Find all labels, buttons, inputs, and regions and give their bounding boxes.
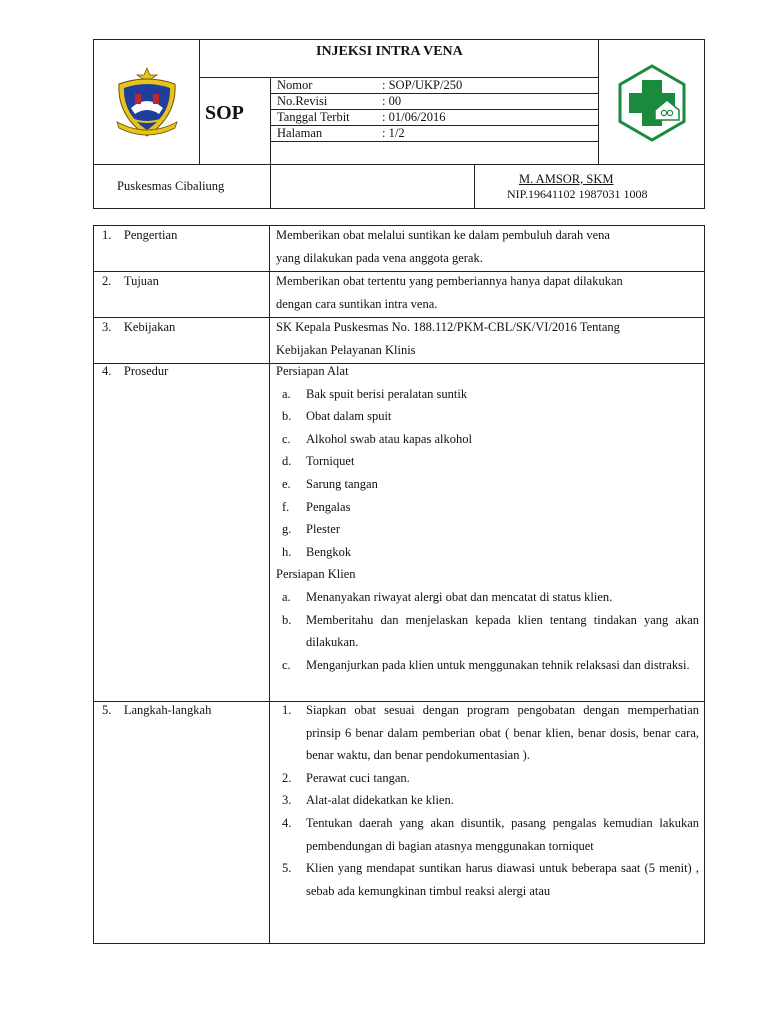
- list-marker: b.: [282, 612, 292, 627]
- list-item: [276, 767, 699, 790]
- document-title: INJEKSI INTRA VENA: [316, 44, 463, 59]
- list-marker: b.: [282, 409, 292, 424]
- facility-name: Puskesmas Cibaliung: [117, 179, 225, 193]
- section-langkah-content: [276, 699, 699, 902]
- list-item: [276, 586, 699, 609]
- list-text: Bak spuit berisi peralatan suntik: [306, 386, 468, 401]
- meta-label-halaman: Halaman: [277, 126, 323, 140]
- meta-value-nomor: : SOP/UKP/250: [382, 78, 463, 92]
- list-marker: e.: [282, 476, 291, 491]
- list-marker: a.: [282, 386, 291, 401]
- list-text: Pengalas: [306, 499, 351, 514]
- regional-emblem-icon: [111, 64, 183, 140]
- section-number: 3.: [102, 320, 112, 334]
- list-item: [276, 812, 699, 857]
- section-number: 5.: [102, 703, 112, 717]
- section-label: Langkah-langkah: [123, 703, 212, 717]
- signer-name: M. AMSOR, SKM: [519, 172, 614, 186]
- meta-label-nomor: Nomor: [277, 78, 313, 92]
- list-text: Menganjurkan pada klien untuk menggunakan tehnik relaksasi dan distraksi.: [306, 657, 690, 672]
- content-line: Kebijakan Pelayanan Klinis: [276, 342, 416, 357]
- sop-header: [93, 39, 705, 209]
- list-text: Bengkok: [306, 544, 352, 559]
- section-label: Pengertian: [123, 228, 178, 242]
- sop-content-table: [93, 225, 705, 944]
- list-text: Klien yang mendapat suntikan harus diawasi untuk beberapa saat (5 menit) , sebab ada kemungkinan timbul reaksi alergi atau: [306, 861, 699, 898]
- list-item: [276, 450, 699, 473]
- section-label: Kebijakan: [123, 320, 176, 334]
- list-item: [276, 789, 699, 812]
- section-number: 4.: [102, 364, 112, 378]
- section-prosedur-content: [276, 360, 699, 676]
- section-tujuan-label: [102, 270, 159, 293]
- list-item: [276, 518, 699, 541]
- list-item: [276, 609, 699, 654]
- section-label: Tujuan: [123, 274, 159, 288]
- list-item: [276, 699, 699, 767]
- section-pengertian-content: [276, 224, 699, 269]
- list-item: [276, 654, 699, 677]
- list-marker: 4.: [282, 815, 292, 830]
- puskesmas-cross-logo-icon: [613, 64, 691, 142]
- list-marker: a.: [282, 589, 291, 604]
- list-item: [276, 405, 699, 428]
- section-kebijakan-label: [102, 316, 175, 339]
- content-line: SK Kepala Puskesmas No. 188.112/PKM-CBL/SK/VI/2016 Tentang: [276, 320, 620, 334]
- list-text: Alat-alat didekatkan ke klien.: [306, 793, 454, 808]
- list-marker: 1.: [282, 703, 292, 717]
- section-number: 1.: [102, 228, 112, 242]
- list-marker: 2.: [282, 770, 292, 785]
- subheading-persiapan-alat: Persiapan Alat: [276, 364, 349, 378]
- list-item: [276, 857, 699, 902]
- section-kebijakan-content: [276, 316, 699, 361]
- list-item: [276, 473, 699, 496]
- section-prosedur-label: [102, 360, 168, 383]
- meta-label-tanggal: Tanggal Terbit: [277, 110, 350, 124]
- list-marker: h.: [282, 544, 292, 559]
- list-text: Memberitahu dan menjelaskan kepada klien tentang tindakan yang akan dilakukan.: [306, 612, 699, 650]
- section-label: Prosedur: [123, 364, 169, 378]
- subheading-persiapan-klien: Persiapan Klien: [276, 567, 356, 582]
- list-text: Torniquet: [306, 454, 355, 469]
- content-line: dengan cara suntikan intra vena.: [276, 296, 438, 311]
- list-text: Siapkan obat sesuai dengan program pengobatan dengan memperhatian prinsip 6 benar dalam pemberian obat ( benar klien, benar dosis, benar cara, benar waktu, dan benar pendokumentasian ).: [306, 703, 699, 763]
- list-text: Sarung tangan: [306, 476, 378, 491]
- list-text: Obat dalam spuit: [306, 409, 392, 424]
- list-text: Tentukan daerah yang akan disuntik, pasang pengalas kemudian lakukan pembendungan di bagian atasnya menggunakan torniquet: [306, 815, 699, 853]
- meta-label-revisi: No.Revisi: [277, 94, 328, 108]
- list-text: Menanyakan riwayat alergi obat dan mencatat di status klien.: [306, 589, 613, 604]
- content-line: Memberikan obat tertentu yang pemberiannya hanya dapat dilakukan: [276, 274, 623, 288]
- list-marker: c.: [282, 657, 291, 672]
- content-line: Memberikan obat melalui suntikan ke dalam pembuluh darah vena: [276, 228, 610, 242]
- section-tujuan-content: [276, 270, 699, 315]
- list-item: [276, 496, 699, 519]
- list-text: Plester: [306, 522, 341, 537]
- list-item: [276, 428, 699, 451]
- meta-value-revisi: : 00: [382, 94, 402, 108]
- list-marker: c.: [282, 431, 291, 446]
- meta-value-halaman: : 1/2: [382, 126, 405, 140]
- list-text: Alkohol swab atau kapas alkohol: [306, 431, 472, 446]
- section-number: 2.: [102, 274, 112, 288]
- list-item: [276, 383, 699, 406]
- list-marker: f.: [282, 499, 290, 514]
- section-langkah-label: [102, 699, 211, 722]
- list-marker: g.: [282, 522, 292, 537]
- meta-value-tanggal: : 01/06/2016: [382, 110, 446, 124]
- sop-label: SOP: [205, 102, 244, 124]
- list-marker: 5.: [282, 861, 292, 876]
- list-item: [276, 541, 699, 564]
- list-marker: d.: [282, 454, 292, 469]
- list-marker: 3.: [282, 793, 292, 808]
- content-line: yang dilakukan pada vena anggota gerak.: [276, 250, 483, 265]
- list-persiapan-alat: [276, 383, 699, 564]
- list-text: Perawat cuci tangan.: [306, 770, 410, 785]
- signer-nip: NIP.19641102 1987031 1008: [507, 187, 648, 201]
- section-pengertian-label: [102, 224, 177, 247]
- list-persiapan-klien: [276, 586, 699, 676]
